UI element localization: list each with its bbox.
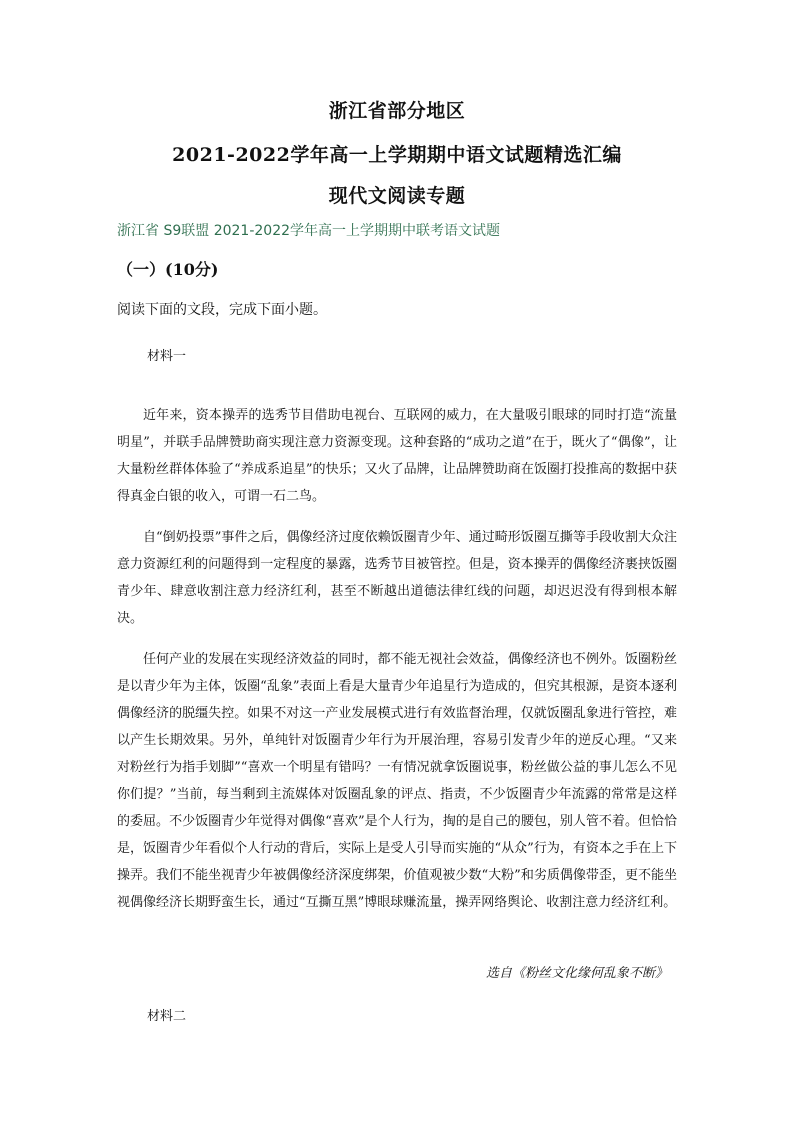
- material2-label: 材料二: [147, 1009, 187, 1024]
- material1-paragraph-1: 近年来，资本操弄的选秀节目借助电视台、互联网的威力，在大量吸引眼球的同时打造“流量明星”，并联手品牌赞助商实现注意力资源变现。这种套路的“成功之道”在于，既火了“偶像”，让大量粉丝群体体验了“养成系追星”的快乐；又火了品牌，让品牌赞助商在饭圈打投推高的数据中获得真金白银的收入，可谓一石二鸟。: [117, 408, 677, 504]
- material1-label: 材料一: [147, 349, 187, 364]
- document-title-exam: 2021-2022学年高一上学期期中语文试题精选汇编: [172, 144, 622, 166]
- document-title-region: 浙江省部分地区: [328, 100, 466, 122]
- instruction-text: 阅读下面的文段，完成下面小题。: [117, 302, 327, 318]
- document-title-topic: 现代文阅读专题: [328, 185, 466, 207]
- section-label: （一）(10分): [117, 260, 219, 279]
- material1-attribution: 选自《粉丝文化缘何乱象不断》: [485, 966, 668, 981]
- source-line: 浙江省 S9联盟 2021-2022学年高一上学期期中联考语文试题: [117, 223, 501, 239]
- material1-paragraph-2: 自“倒奶投票”事件之后，偶像经济过度依赖饭圈青少年、通过畸形饭圈互撕等手段收割大众注意力资源红利的问题得到一定程度的暴露，选秀节目被管控。但是，资本操弄的偶像经济裹挟饭圈青少年、肆意收割注意力经济红利，甚至不断越出道德法律红线的问题，却迟迟没有得到根本解决。: [117, 530, 677, 626]
- material1-paragraph-3: 任何产业的发展在实现经济效益的同时，都不能无视社会效益，偶像经济也不例外。饭圈粉丝是以青少年为主体，饭圈“乱象”表面上看是大量青少年追星行为造成的，但究其根源，是资本逐利偶像经济的脱缰失控。如果不对这一产业发展模式进行有效监督治理，仅就饭圈乱象进行管控，难以产生长期效果。另外，单纯针对饭圈青少年行为开展治理，容易引发青少年的逆反心理。“又来对粉丝行为指手划脚”“喜欢一个明星有错吗？一有情况就拿饭圈说事，粉丝做公益的事儿怎么不见你们提？”当前，每当剩到主流媒体对饭圈乱象的评点、指责，不少饭圈青少年流露的常常是这样的委屈。不少饭圈青少年觉得对偶像“喜欢”是个人行为，掏的是自己的腰包，别人管不着。但恰恰是，饭圈青少年看似个人行动的背后，实际上是受人引导而实施的“从众”行为，有资本之手在上下操弄。我们不能坐视青少年被偶像经济深度绑架，价值观被少数“大粉”和劣质偶像带歪，更不能坐视偶像经济长期野蛮生长，通过“互撕互黑”博眼球赚流量，操弄网络舆论、收割注意力经济红利。: [117, 652, 677, 910]
